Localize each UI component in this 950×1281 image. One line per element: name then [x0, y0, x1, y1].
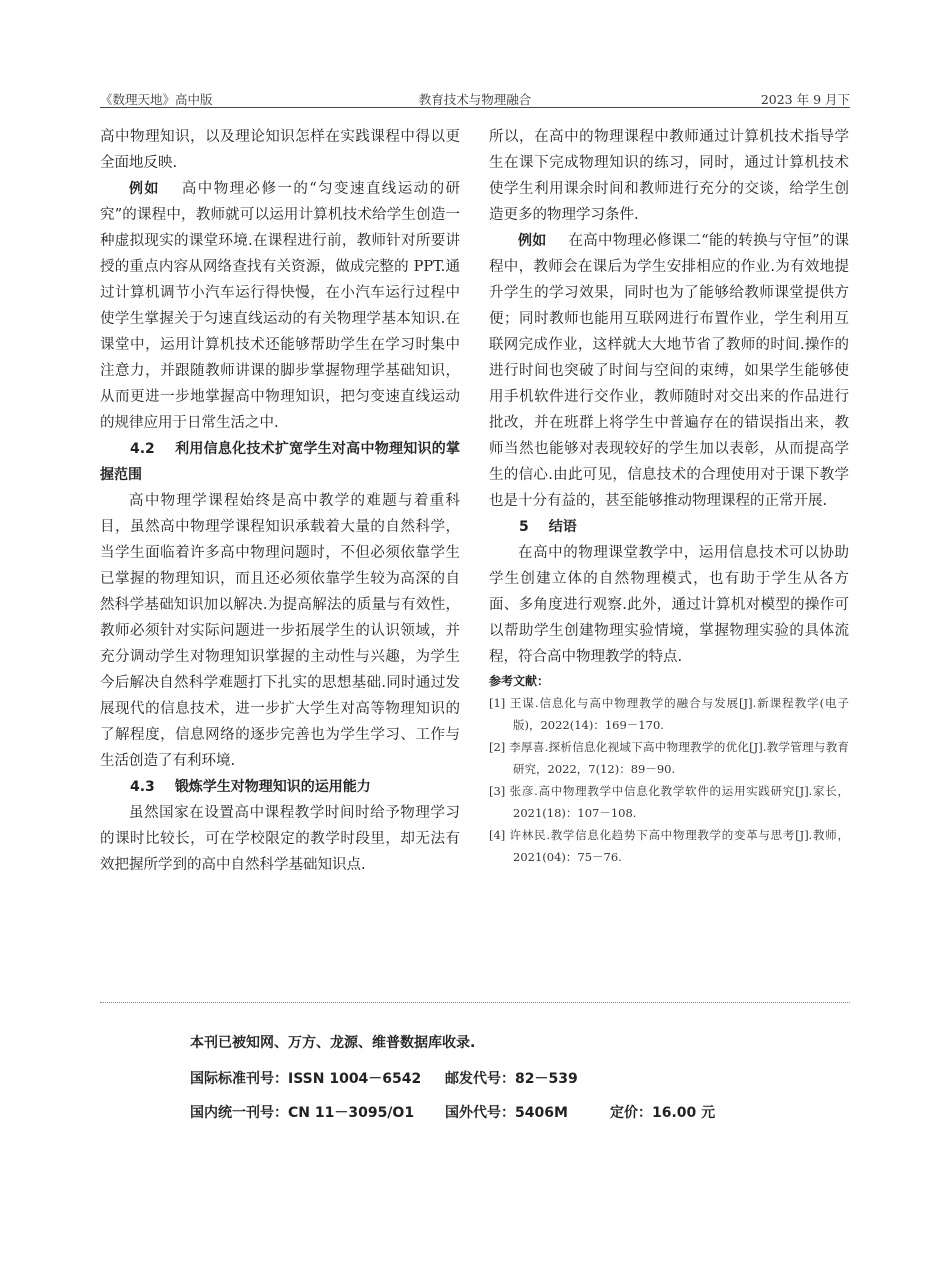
left-column [100, 124, 460, 878]
reference-item: [1] 王谋.信息化与高中物理教学的融合与发展[J].新课程教学(电子版)，2022(14)：169－170. [489, 696, 849, 732]
reference-item: [2] 李厚喜.探析信息化视域下高中物理教学的优化[J].教学管理与教育研究，2022，7(12)：89－90. [489, 740, 849, 776]
foreign-code-text: 国外代号：5406M [445, 1105, 568, 1121]
issue-date: 2023 年 9 月下 [760, 92, 850, 107]
reference-item: [3] 张彦.高中物理教学中信息化教学软件的运用实践研究[J].家长，2021(18)：107－108. [489, 784, 849, 820]
paragraph: 在高中的物理课堂教学中，运用信息技术可以协助学生创建立体的自然物理模式，也有助于学生从各方面、多角度进行观察.此外，通过计算机对模型的操作可以帮助学生创建物理实验情境，掌握物理实验的具体流程，符合高中物理教学的特点. [489, 545, 849, 665]
example-label: 例如 [129, 181, 160, 197]
section-number: 4.2 [130, 441, 155, 457]
example-text: 在高中物理必修课二“能的转换与守恒”的课程中，教师会在课后为学生安排相应的作业.为有效地提升学生的学习效果，同时也为了能够给教师课堂提供方便；同时教师也能用互联网进行布置作业，学生利用互联网完成作业，这样就大大地节省了教师的时间.操作的进行时间也突破了时间与空间的束缚，如果学生能够使用手机软件进行交作业，教师随时对交出来的作品进行批改，并在班群上将学生中普遍存在的错误指出来，教师当然也能够对表现较好的学生加以表彰，从而提高学生的信心.由此可见，信息技术的合理使用对于课下教学也是十分有益的，甚至能够推动物理课程的正常开展. [489, 233, 850, 509]
references-title: 参考文献： [489, 674, 550, 688]
right-column [489, 124, 849, 868]
postal-code-text: 邮发代号：82－539 [445, 1071, 578, 1087]
section-heading-4-3 [100, 774, 460, 800]
indexing-notice: 本刊已被知网、万方、龙源、维普数据库收录. [190, 1035, 476, 1051]
running-header [100, 88, 850, 108]
journal-name: 《数理天地》高中版 [100, 92, 213, 107]
reference-item: [4] 许林民.教学信息化趋势下高中物理教学的变革与思考[J].教师，2021(04)：75－76. [489, 828, 849, 864]
paragraph: 虽然国家在设置高中课程教学时间时给予物理学习的课时比较长，可在学校限定的教学时段里，却无法有效把握所学到的高中自然科学基础知识点. [100, 805, 460, 873]
section-heading-4-2 [100, 436, 460, 488]
issn-text: 国际标准刊号：ISSN 1004－6542 [190, 1071, 422, 1087]
section-heading-5 [489, 514, 849, 540]
section-number: 4.3 [130, 779, 155, 795]
example-text: 高中物理必修一的“匀变速直线运动的研究”的课程中，教师就可以运用计算机技术给学生创造一种虚拟现实的课堂环境.在课程进行前，教师针对所要讲授的重点内容从网络查找有关资源，做成完整的 PPT.通过计算机调节小汽车运行得快慢，在小汽车运行过程中使学生掌握关于匀速直线运动的有关物理学基本知识.在课堂中，运用计算机技术还能够帮助学生在学习时集中注意力，并跟随教师讲课的脚步掌握物理学基础知识，从而更进一步地掌握高中物理知识，把匀变速直线运动的规律应用于日常生活之中. [100, 181, 460, 431]
section-title: 结语 [548, 519, 577, 535]
paragraph: 高中物理知识，以及理论知识怎样在实践课程中得以更全面地反映. [100, 129, 460, 171]
price-text: 定价：16.00 元 [610, 1105, 716, 1121]
footer-line-cn [190, 1102, 830, 1122]
example-paragraph [100, 176, 460, 436]
example-label: 例如 [518, 233, 547, 249]
section-title: 锻炼学生对物理知识的运用能力 [174, 779, 371, 795]
paragraph: 所以，在高中的物理课程中教师通过计算机技术指导学生在课下完成物理知识的练习，同时，通过计算机技术使学生利用课余时间和教师进行充分的交谈，给学生创造更多的物理学习条件. [489, 129, 849, 223]
paragraph: 高中物理学课程始终是高中教学的难题与着重科目，虽然高中物理学课程知识承载着大量的自然科学，当学生面临着许多高中物理问题时，不但必须依靠学生已掌握的物理知识，而且还必须依靠学生较为高深的自然科学基础知识加以解决.为提高解法的质量与有效性，教师必须针对实际问题进一步拓展学生的认识领域，并充分调动学生对物理知识掌握的主动性与兴趣，为学生今后解决自然科学难题打下扎实的思想基础.同时通过发展现代的信息技术，进一步扩大学生对高等物理知识的了解程度，信息网络的逐步完善也为学生学习、工作与生活创造了有利环境. [100, 493, 460, 769]
footer-divider [100, 1002, 850, 1003]
section-number: 5 [519, 519, 529, 535]
section-title: 利用信息化技术扩宽学生对高中物理知识的掌握范围 [100, 441, 460, 483]
example-paragraph [489, 228, 849, 514]
footer-line-issn [190, 1068, 830, 1088]
cn-text: 国内统一刊号：CN 11－3095/O1 [190, 1105, 415, 1121]
section-title: 教育技术与物理融合 [418, 92, 532, 107]
